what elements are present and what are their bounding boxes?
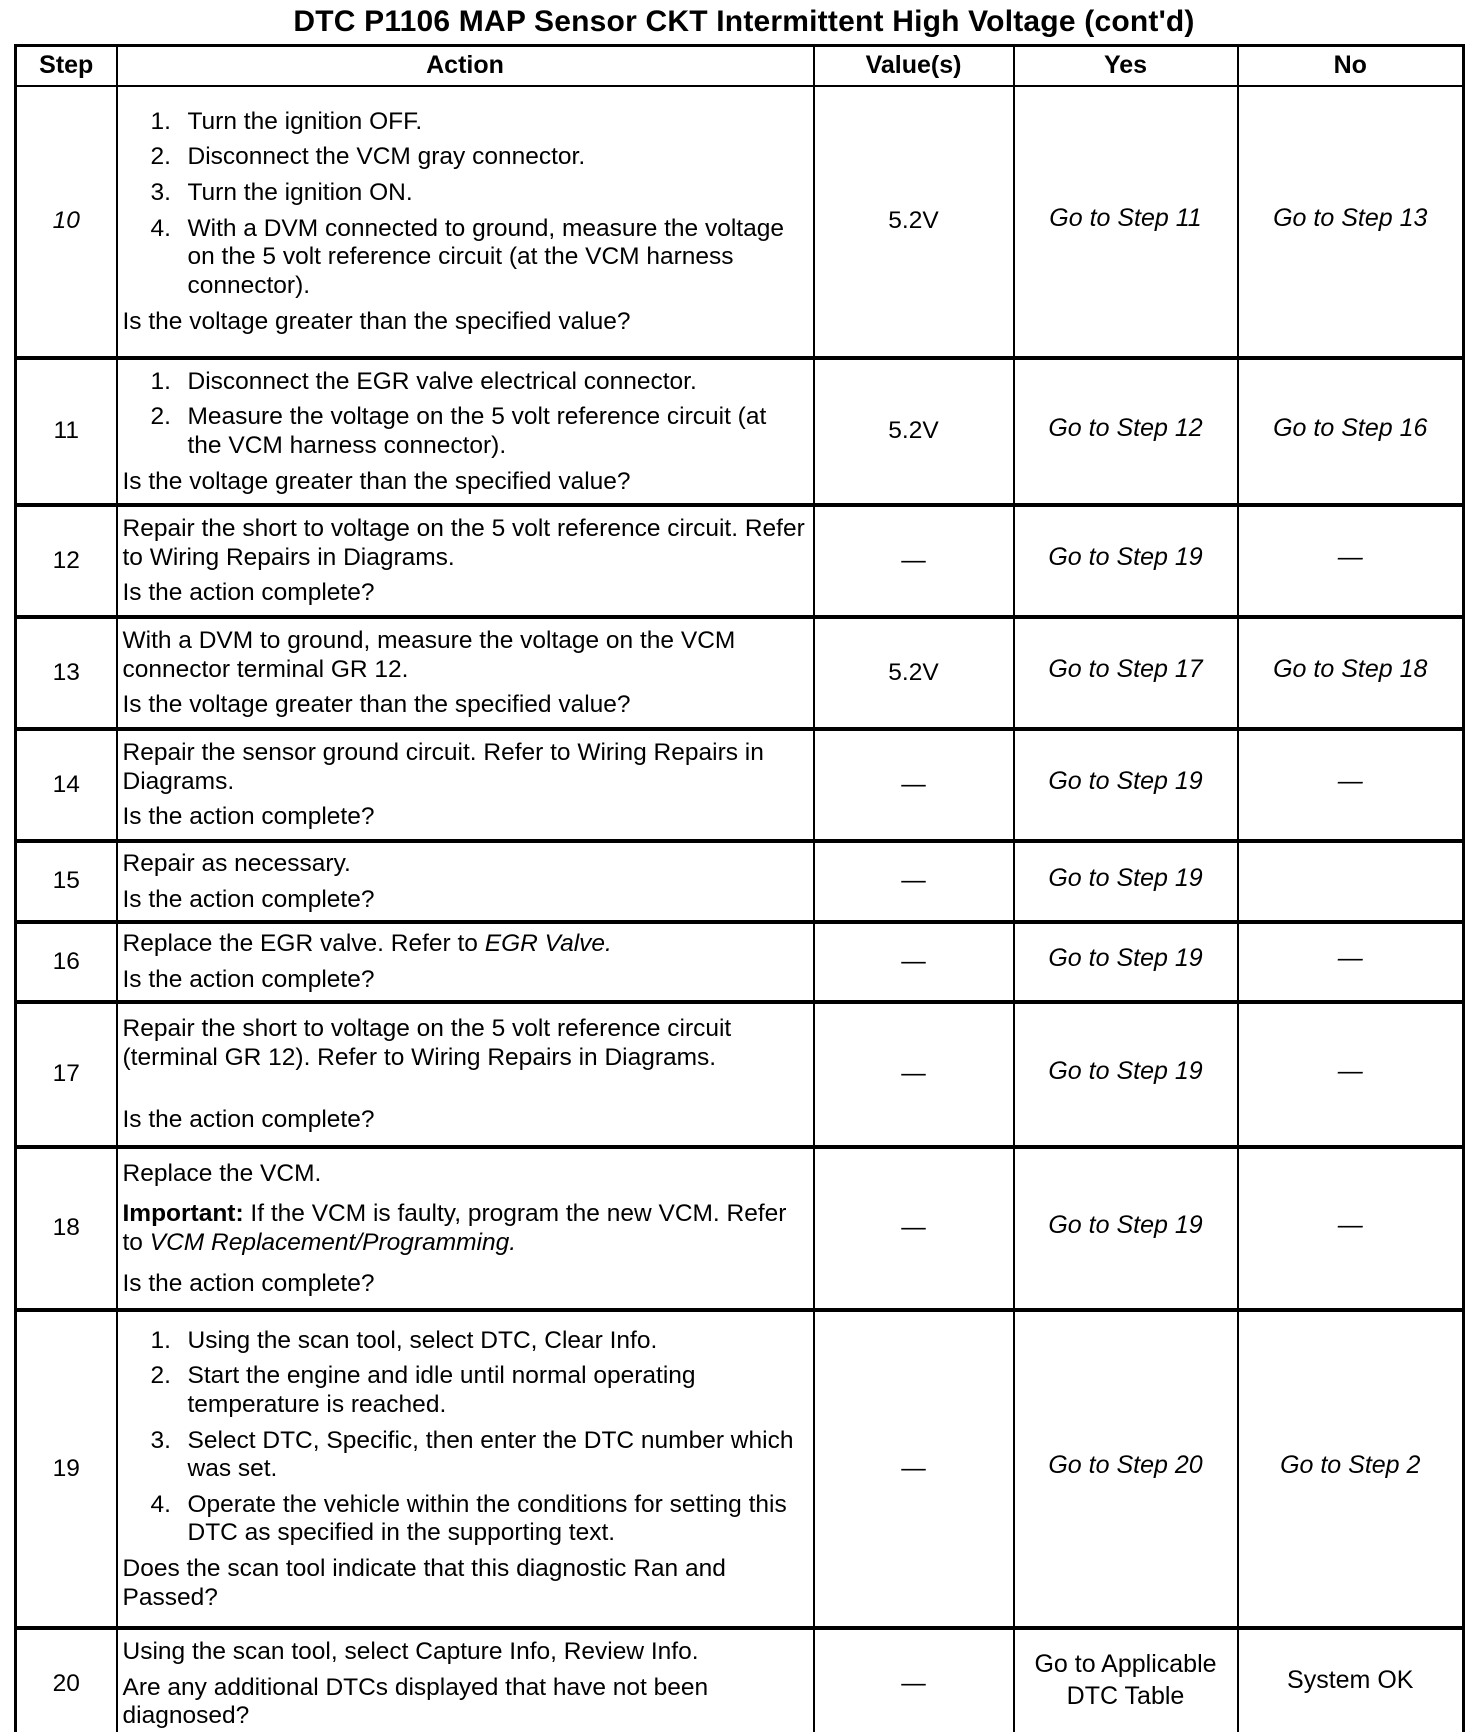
value-cell: — (814, 841, 1014, 922)
important-note (123, 1200, 807, 1257)
header-yes: Yes (1014, 46, 1238, 86)
value-cell: — (814, 1002, 1014, 1147)
no-cell: Go to Step 18 (1238, 617, 1464, 729)
question-text: Is the voltage greater than the specified value? (122, 307, 631, 335)
action-cell (117, 1147, 814, 1310)
item-number: 3. (150, 1426, 171, 1454)
question-text: Is the voltage greater than the specified value? (122, 467, 631, 495)
value-cell: 5.2V (814, 617, 1014, 729)
item-number: 4. (150, 1490, 171, 1518)
action-cell (117, 729, 814, 841)
item-text: Using the scan tool, select DTC, Clear Info. (187, 1326, 658, 1354)
action-text: Repair the short to voltage on the 5 volt reference circuit. Refer to Wiring Repairs in Diagrams. (122, 515, 805, 571)
egr-valve-reference: EGR Valve. (484, 930, 612, 958)
table-row (16, 1628, 1464, 1732)
table-row (16, 1147, 1464, 1310)
list-item (151, 1327, 807, 1356)
value-cell: — (814, 1147, 1014, 1310)
step-number: 18 (16, 1147, 117, 1310)
value-cell: — (814, 1628, 1014, 1732)
item-text: Turn the ignition ON. (187, 179, 413, 207)
action-text: Repair the short to voltage on the 5 volt reference circuit (terminal GR 12). Refer to Wiring Repairs in Diagrams. (122, 1015, 732, 1071)
yes-cell: Go to Step 19 (1014, 1002, 1238, 1147)
table-row (16, 841, 1464, 922)
item-number: 2. (150, 403, 171, 431)
yes-cell: Go to Step 19 (1014, 1147, 1238, 1310)
no-cell: Go to Step 2 (1238, 1310, 1464, 1628)
yes-cell: Go to Step 19 (1014, 505, 1238, 617)
table-row (16, 505, 1464, 617)
item-number: 1. (150, 107, 171, 135)
action-text: Repair as necessary. (122, 849, 351, 877)
action-cell (117, 841, 814, 922)
yes-cell: Go to Step 12 (1014, 358, 1238, 505)
action-text: With a DVM to ground, measure the voltage on the VCM connector terminal GR 12. (122, 627, 736, 683)
item-number: 2. (150, 1362, 171, 1390)
item-number: 1. (150, 1326, 171, 1354)
question-text: Is the action complete? (122, 1106, 375, 1134)
yes-cell: Go to Step 19 (1014, 729, 1238, 841)
table-header-row (16, 46, 1464, 86)
list-item (151, 143, 807, 172)
action-cell (117, 358, 814, 505)
item-text: Turn the ignition OFF. (187, 107, 423, 135)
item-text: Disconnect the VCM gray connector. (187, 143, 586, 171)
no-cell: — (1238, 729, 1464, 841)
question-text: Is the action complete? (122, 885, 375, 913)
value-cell: — (814, 505, 1014, 617)
no-cell: Go to Step 13 (1238, 86, 1464, 358)
list-item (151, 368, 807, 397)
question-text: Are any additional DTCs displayed that have not been diagnosed? (122, 1673, 709, 1730)
no-cell (1238, 841, 1464, 922)
table-row (16, 1002, 1464, 1147)
important-text: If the VCM is faulty, program the new VCM. Refer to (122, 1200, 787, 1256)
table-row (16, 617, 1464, 729)
item-text: Select DTC, Specific, then enter the DTC number which was set. (187, 1426, 794, 1483)
header-step: Step (16, 46, 117, 86)
action-text: Using the scan tool, select Capture Info, Review Info. (122, 1638, 699, 1666)
header-values: Value(s) (814, 46, 1014, 86)
action-cell (117, 922, 814, 1002)
action-cell (117, 1002, 814, 1147)
yes-cell: Go to Applicable DTC Table (1014, 1628, 1238, 1732)
action-text: Replace the VCM. (122, 1159, 322, 1187)
action-text: Repair the sensor ground circuit. Refer to Wiring Repairs in Diagrams. (122, 739, 764, 795)
item-number: 2. (150, 143, 171, 171)
question-text: Does the scan tool indicate that this diagnostic Ran and Passed? (122, 1555, 726, 1611)
value-cell: — (814, 729, 1014, 841)
question-text: Is the action complete? (122, 1269, 375, 1297)
item-text: With a DVM connected to ground, measure the voltage on the 5 volt reference circuit (at the VCM harness connector). (187, 214, 784, 299)
item-text: Start the engine and idle until normal operating temperature is reached. (187, 1362, 696, 1418)
step-number: 19 (16, 1310, 117, 1628)
value-cell: — (814, 1310, 1014, 1628)
value-cell: 5.2V (814, 358, 1014, 505)
no-cell: System OK (1238, 1628, 1464, 1732)
question-text: Is the voltage greater than the specified value? (122, 691, 631, 719)
no-cell: Go to Step 16 (1238, 358, 1464, 505)
action-cell (117, 505, 814, 617)
list-item (151, 179, 807, 208)
step-number: 13 (16, 617, 117, 729)
table-row (16, 1310, 1464, 1628)
item-number: 1. (150, 367, 171, 395)
table-row (16, 922, 1464, 1002)
step-number: 14 (16, 729, 117, 841)
value-cell: 5.2V (814, 86, 1014, 358)
list-item (151, 215, 807, 301)
action-text-lead: Replace the EGR valve. Refer to (122, 930, 485, 958)
list-item (151, 403, 807, 460)
step-number: 17 (16, 1002, 117, 1147)
no-cell: — (1238, 1002, 1464, 1147)
step-number: 11 (16, 358, 117, 505)
list-item (151, 1427, 807, 1484)
yes-cell: Go to Step 19 (1014, 841, 1238, 922)
important-label: Important: (122, 1200, 244, 1228)
action-cell (117, 86, 814, 358)
value-cell: — (814, 922, 1014, 1002)
yes-cell: Go to Step 19 (1014, 922, 1238, 1002)
list-item (151, 1491, 807, 1548)
list-item (151, 1362, 807, 1419)
step-number: 20 (16, 1628, 117, 1732)
header-no: No (1238, 46, 1464, 86)
no-cell: — (1238, 1147, 1464, 1310)
question-text: Is the action complete? (122, 579, 375, 607)
question-text: Is the action complete? (122, 803, 375, 831)
action-cell (117, 1628, 814, 1732)
step-number: 16 (16, 922, 117, 1002)
diagnostic-table (14, 44, 1465, 1732)
question-text: Is the action complete? (122, 966, 375, 993)
table-row (16, 729, 1464, 841)
item-text: Operate the vehicle within the conditions for setting this DTC as specified in the supporting text. (187, 1490, 787, 1547)
action-cell (117, 617, 814, 729)
list-item (151, 108, 807, 137)
step-number: 10 (16, 86, 117, 358)
action-cell (117, 1310, 814, 1628)
yes-cell: Go to Step 11 (1014, 86, 1238, 358)
item-text: Disconnect the EGR valve electrical connector. (187, 367, 697, 395)
item-number: 4. (150, 214, 171, 242)
step-number: 12 (16, 505, 117, 617)
yes-cell: Go to Step 17 (1014, 617, 1238, 729)
header-action: Action (117, 46, 814, 86)
yes-cell: Go to Step 20 (1014, 1310, 1238, 1628)
vcm-programming-reference: VCM Replacement/Programming. (149, 1229, 517, 1256)
item-number: 3. (150, 179, 171, 207)
no-cell: — (1238, 922, 1464, 1002)
table-row (16, 86, 1464, 358)
no-cell: — (1238, 505, 1464, 617)
step-number: 15 (16, 841, 117, 922)
item-text: Measure the voltage on the 5 volt reference circuit (at the VCM harness connector). (187, 403, 767, 459)
action-text (123, 930, 807, 959)
page-title: DTC P1106 MAP Sensor CKT Intermittent High Voltage (cont'd) (293, 5, 1195, 38)
table-row (16, 358, 1464, 505)
